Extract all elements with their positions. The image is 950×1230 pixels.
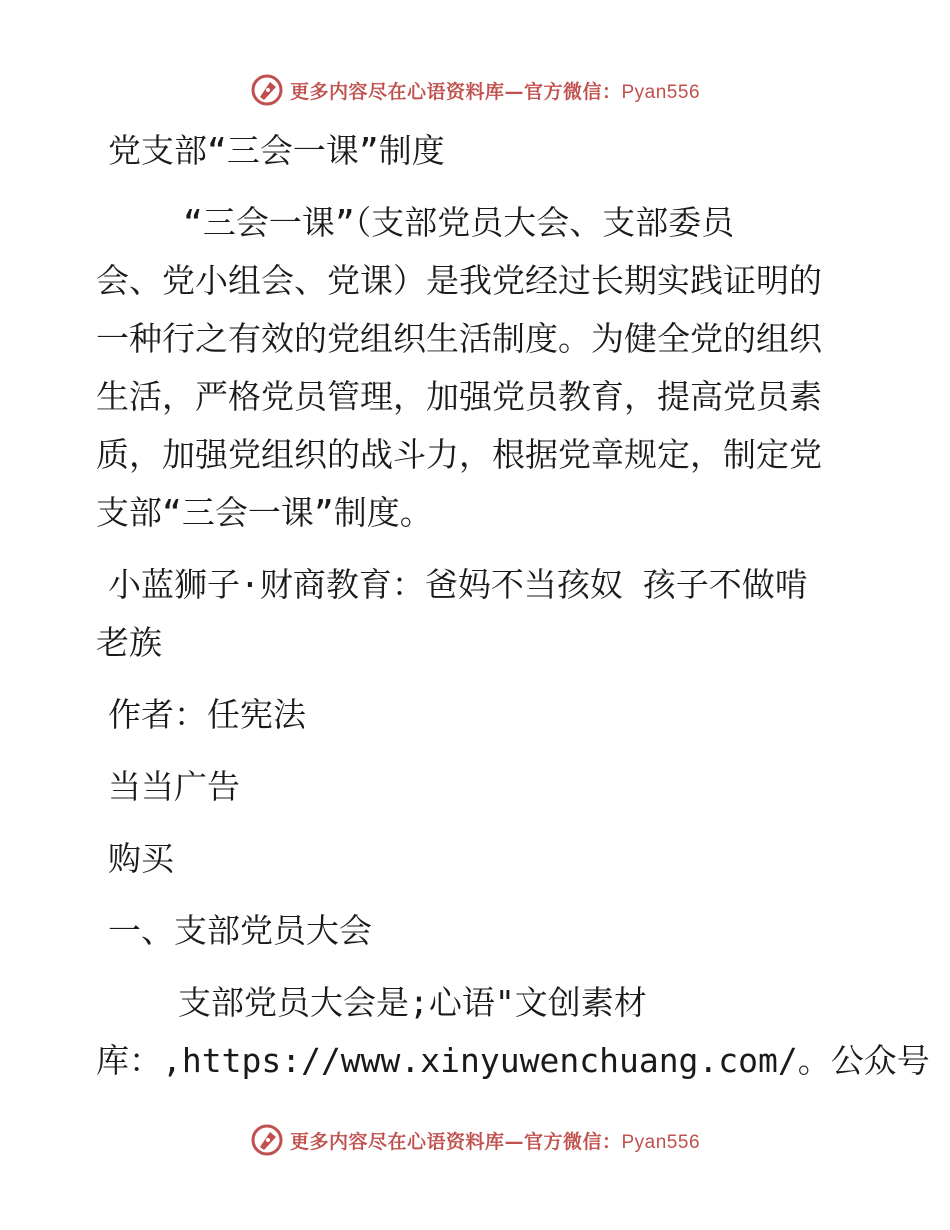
document-title: 党支部“三会一课”制度 xyxy=(108,131,445,170)
section-heading: 一、支部党员大会 xyxy=(108,911,372,950)
pen-nib-circle-icon xyxy=(250,73,284,107)
intro-line: 一种行之有效的党组织生活制度。为健全党的组织 xyxy=(96,319,822,358)
ad-title-line: 老族 xyxy=(96,623,162,662)
intro-line: 质，加强党组织的战斗力，根据党章规定，制定党 xyxy=(96,435,822,474)
intro-line: 支部“三会一课”制度。 xyxy=(96,493,433,532)
author-line: 作者：任宪法 xyxy=(108,695,306,734)
ad-label: 当当广告 xyxy=(108,767,240,806)
pen-nib-circle-icon xyxy=(250,1123,284,1157)
section-body-line: 库：,https://www.xinyuwenchuang.com/。公众号 xyxy=(96,1041,930,1080)
section-body-line: 支部党员大会是;心语"文创素材 xyxy=(178,983,647,1022)
ad-title-line: 小蓝狮子·财商教育：爸妈不当孩奴 孩子不做啃 xyxy=(108,565,808,604)
intro-line: 会、党小组会、党课）是我党经过长期实践证明的 xyxy=(96,261,822,300)
document-body xyxy=(96,122,930,1090)
watermark-text: 更多内容尽在心语资料库—官方微信： xyxy=(289,80,622,103)
intro-line: “三会一课”（支部党员大会、支部委员 xyxy=(183,203,735,242)
watermark-account: Pyan556 xyxy=(621,1131,701,1153)
header-watermark xyxy=(0,70,950,110)
footer-watermark xyxy=(0,1120,950,1160)
intro-line: 生活，严格党员管理，加强党员教育，提高党员素 xyxy=(96,377,822,416)
intro-paragraph xyxy=(96,194,856,542)
watermark-text: 更多内容尽在心语资料库—官方微信： xyxy=(289,1130,622,1153)
buy-link[interactable]: 购买 xyxy=(108,839,174,878)
watermark-account: Pyan556 xyxy=(621,81,701,103)
